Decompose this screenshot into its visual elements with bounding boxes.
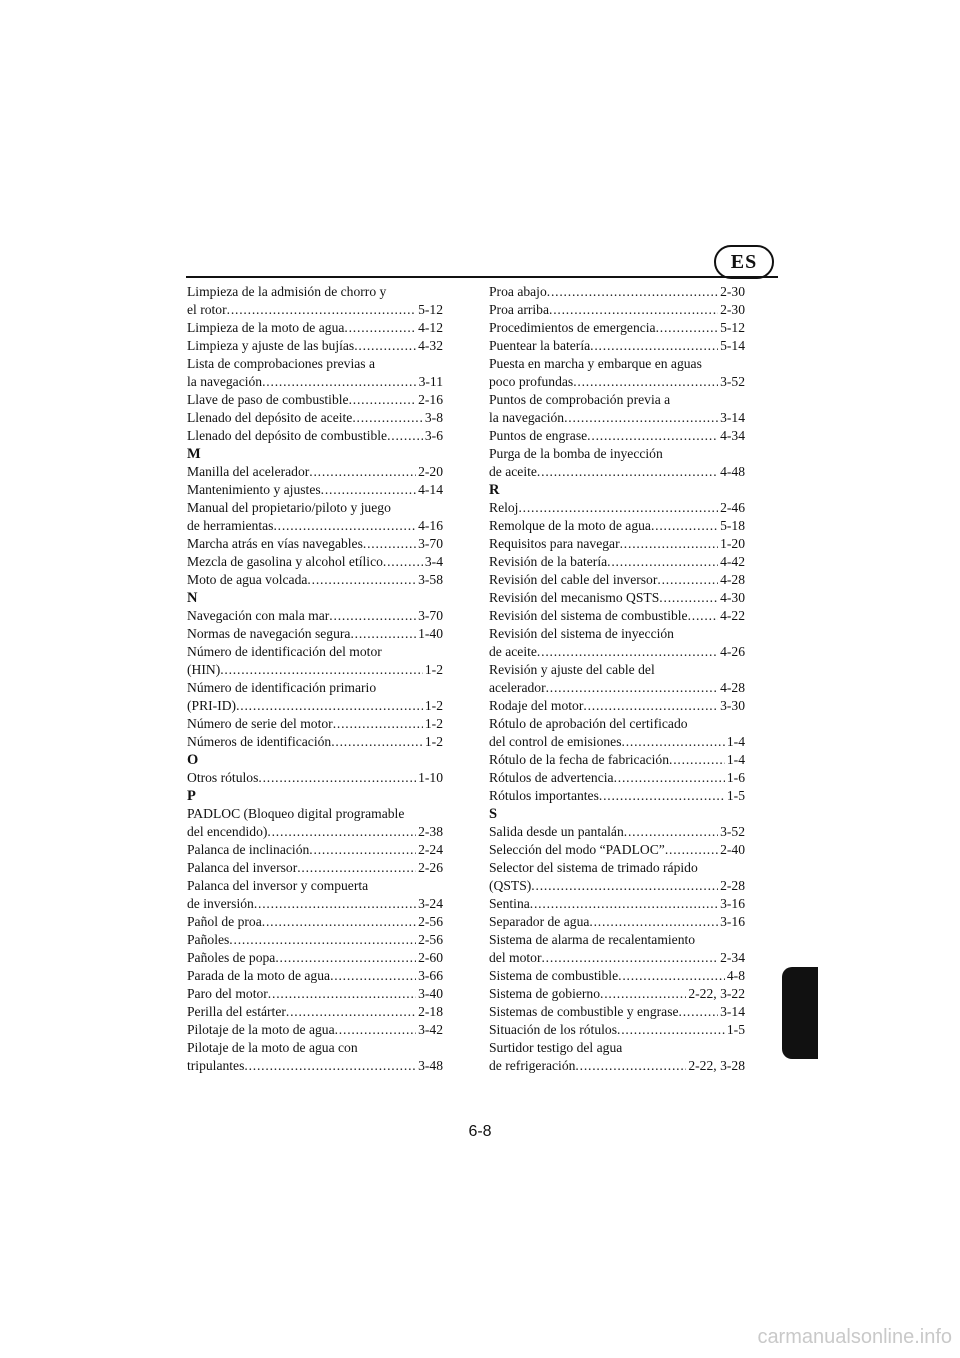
dot-leader [227, 301, 416, 319]
dot-leader [688, 607, 718, 625]
index-entry [489, 463, 745, 481]
index-entry-page: 1-2 [424, 698, 443, 713]
index-entry [187, 1057, 443, 1075]
index-entry-text: de inversión [187, 896, 254, 911]
dot-leader [620, 535, 718, 553]
index-entry-page: 1-4 [726, 752, 745, 767]
index-entry-line: Purga de la bomba de inyección [489, 446, 663, 461]
index-entry-page: 2-56 [418, 914, 443, 929]
index-entry-line: Manual del propietario/piloto y juego [187, 500, 391, 515]
dot-leader [275, 949, 416, 967]
index-entry-line: Revisión y ajuste del cable del [489, 662, 655, 677]
index-entry-line: Surtidor testigo del agua [489, 1040, 623, 1055]
index-entry-text: Situación de los rótulos [489, 1022, 617, 1037]
index-entry-page: 2-18 [418, 1004, 443, 1019]
index-entry-page: 3-40 [418, 986, 443, 1001]
index-entry-text: Parada de la moto de agua [187, 968, 331, 983]
index-entry-line: Selector del sistema de trimado rápido [489, 860, 698, 875]
dot-leader [331, 733, 423, 751]
index-entry [489, 319, 745, 337]
index-entry [187, 607, 443, 625]
header-rule [186, 276, 778, 278]
index-entry-page: 2-60 [418, 950, 443, 965]
index-entry [489, 499, 745, 517]
index-entry [489, 571, 745, 589]
index-entry-page: 3-14 [720, 1004, 745, 1019]
index-entry-text: Limpieza de la moto de agua [187, 320, 345, 335]
index-entry-text: Palanca de inclinación [187, 842, 310, 857]
language-badge: ES [714, 245, 774, 279]
dot-leader [587, 427, 718, 445]
index-entry-page: 5-12 [418, 302, 443, 317]
index-entry-page: 3-16 [720, 914, 745, 929]
dot-leader [330, 967, 416, 985]
index-entry [489, 373, 745, 391]
index-entry-page: 4-22 [720, 608, 745, 623]
index-entry [187, 715, 443, 733]
index-entry-page: 4-16 [418, 518, 443, 533]
index-entry-text: de herramientas [187, 518, 274, 533]
index-entry-page: 3-11 [418, 374, 443, 389]
index-entry [187, 1003, 443, 1021]
index-entry-line: Limpieza de la admisión de chorro y [187, 284, 387, 299]
index-entry-page: 3-52 [720, 824, 745, 839]
dot-leader [335, 1021, 416, 1039]
index-entry [187, 463, 443, 481]
index-entry-text: Normas de navegación segura [187, 626, 351, 641]
index-entry-page: 3-24 [418, 896, 443, 911]
dot-leader [333, 715, 423, 733]
chapter-tab [782, 967, 818, 1059]
dot-leader [350, 625, 416, 643]
dot-leader [679, 1003, 719, 1021]
index-entry [187, 517, 443, 535]
dot-leader [220, 661, 423, 679]
dot-leader [547, 283, 718, 301]
dot-leader [590, 337, 718, 355]
index-entry-text: Navegación con mala mar [187, 608, 330, 623]
index-entry [489, 787, 745, 805]
index-entry-text: Salida desde un pantalán [489, 824, 624, 839]
index-entry-text: (PRI-ID) [187, 698, 237, 713]
dot-leader [363, 535, 416, 553]
index-entry-text: Sistemas de combustible y engrase [489, 1004, 679, 1019]
index-entry [187, 913, 443, 931]
index-entry-text: Números de identificación [187, 734, 332, 749]
index-entry [489, 895, 745, 913]
index-entry-page: 4-14 [418, 482, 443, 497]
index-entry-page: 3-4 [424, 554, 443, 569]
index-entry-text: Requisitos para navegar [489, 536, 620, 551]
index-entry-text: de aceite [489, 644, 537, 659]
index-entry [187, 895, 443, 913]
index-entry [187, 823, 443, 841]
index-entry-page: 5-18 [720, 518, 745, 533]
dot-leader [657, 571, 718, 589]
index-entry-page: 5-14 [720, 338, 745, 353]
index-entry-page: 5-12 [720, 320, 745, 335]
index-entry-page: 3-8 [424, 410, 443, 425]
index-entry-text: Rodaje del motor [489, 698, 584, 713]
dot-leader [546, 679, 718, 697]
index-entry [187, 553, 443, 571]
index-entry-text: Remolque de la moto de agua [489, 518, 651, 533]
dot-leader [624, 823, 718, 841]
index-entry-page: 2-28 [720, 878, 745, 893]
index-entry-text: Revisión de la batería [489, 554, 608, 569]
dot-leader [659, 589, 718, 607]
index-entry-page: 3-30 [720, 698, 745, 713]
dot-leader [387, 427, 423, 445]
dot-leader [258, 769, 416, 787]
index-entry [187, 661, 443, 679]
index-entry-page: 2-20 [418, 464, 443, 479]
index-entry-line: PADLOC (Bloqueo digital programable [187, 806, 405, 821]
index-section-letter: S [489, 806, 498, 822]
dot-leader [236, 697, 423, 715]
index-entry-page: 2-26 [418, 860, 443, 875]
index-entry-page: 4-34 [720, 428, 745, 443]
index-entry [489, 427, 745, 445]
index-entry-page: 3-52 [720, 374, 745, 389]
index-column-left [187, 283, 443, 1075]
index-entry-page: 1-20 [720, 536, 745, 551]
index-entry-page: 3-16 [720, 896, 745, 911]
index-entry [489, 967, 745, 985]
index-entry-text: Manilla del acelerador [187, 464, 310, 479]
index-entry [489, 841, 745, 859]
index-entry-text: Pañol de proa [187, 914, 262, 929]
index-entry-page: 2-30 [720, 284, 745, 299]
index-entry-text: (QSTS) [489, 878, 532, 893]
index-entry-text: Marcha atrás en vías navegables [187, 536, 363, 551]
index-entry-line: Pilotaje de la moto de agua con [187, 1040, 358, 1055]
index-entry-line: Lista de comprobaciones previas a [187, 356, 375, 371]
index-entry-text: Llave de paso de combustible [187, 392, 349, 407]
index-entry-text: Proa abajo [489, 284, 547, 299]
dot-leader [617, 1021, 725, 1039]
dot-leader [307, 571, 416, 589]
dot-leader [583, 697, 718, 715]
watermark: carmanualsonline.info [757, 1326, 952, 1348]
index-entry-page: 2-22, 3-28 [688, 1058, 745, 1073]
index-entry [489, 301, 745, 319]
index-entry [187, 931, 443, 949]
index-entry [187, 373, 443, 391]
index-entry-text: del encendido) [187, 824, 268, 839]
index-entry-text: Revisión del mecanismo QSTS [489, 590, 660, 605]
index-entry-text: Otros rótulos [187, 770, 259, 785]
index-entry-page: 4-32 [418, 338, 443, 353]
index-entry [187, 859, 443, 877]
index-entry-page: 2-34 [720, 950, 745, 965]
dot-leader [329, 607, 416, 625]
dot-leader [665, 841, 718, 859]
index-entry-text: del motor [489, 950, 542, 965]
index-entry-page: 1-40 [418, 626, 443, 641]
index-entry-page: 3-58 [418, 572, 443, 587]
dot-leader [573, 373, 718, 391]
index-entry-text: Sentina [489, 896, 530, 911]
index-entry-page: 2-24 [418, 842, 443, 857]
index-entry-text: Reloj [489, 500, 519, 515]
index-entry-text: Sistema de combustible [489, 968, 619, 983]
dot-leader [541, 949, 718, 967]
index-entry [489, 643, 745, 661]
dot-leader [537, 643, 718, 661]
index-entry-page: 4-28 [720, 680, 745, 695]
index-entry-text: Puentear la batería [489, 338, 591, 353]
index-entry [187, 301, 443, 319]
index-entry [489, 733, 745, 751]
dot-leader [589, 913, 718, 931]
dot-leader [354, 337, 416, 355]
index-entry-line: Número de identificación del motor [187, 644, 382, 659]
index-entry-page: 2-16 [418, 392, 443, 407]
index-entry-page: 1-2 [424, 716, 443, 731]
index-entry-page: 4-28 [720, 572, 745, 587]
index-entry [187, 1021, 443, 1039]
index-entry-page: 2-38 [418, 824, 443, 839]
index-entry-page: 4-42 [720, 554, 745, 569]
dot-leader [344, 319, 416, 337]
index-entry-page: 4-26 [720, 644, 745, 659]
index-entry-text: Pañoles [187, 932, 230, 947]
index-entry [187, 733, 443, 751]
dot-leader [599, 787, 725, 805]
index-entry-text: poco profundas [489, 374, 574, 389]
index-entry-text: Revisión del sistema de combustible [489, 608, 688, 623]
dot-leader [229, 931, 416, 949]
index-entry [489, 769, 745, 787]
index-entry-line: Puesta en marcha y embarque en aguas [489, 356, 702, 371]
dot-leader [309, 841, 416, 859]
index-entry [489, 949, 745, 967]
index-entry [489, 877, 745, 895]
index-entry-line: Sistema de alarma de recalentamiento [489, 932, 696, 947]
index-entry [187, 535, 443, 553]
dot-leader [614, 769, 725, 787]
index-entry [187, 427, 443, 445]
index-entry [489, 1003, 745, 1021]
dot-leader [268, 985, 416, 1003]
index-entry [489, 913, 745, 931]
dot-leader [618, 967, 725, 985]
index-entry [489, 535, 745, 553]
index-entry-page: 3-14 [720, 410, 745, 425]
index-entry [187, 697, 443, 715]
index-entry-page: 3-70 [418, 608, 443, 623]
index-entry [187, 409, 443, 427]
index-entry [187, 481, 443, 499]
index-entry-text: la navegación [489, 410, 565, 425]
index-column-right [489, 283, 745, 1075]
index-entry [489, 823, 745, 841]
dot-leader [600, 985, 686, 1003]
dot-leader [518, 499, 718, 517]
index-entry-page: 3-48 [418, 1058, 443, 1073]
index-section-letter: O [187, 752, 199, 768]
index-entry-text: la navegación [187, 374, 263, 389]
index-entry-text: Mantenimiento y ajustes [187, 482, 321, 497]
dot-leader [651, 517, 718, 535]
index-entry-page: 3-42 [418, 1022, 443, 1037]
dot-leader [254, 895, 416, 913]
index-entry-text: el rotor [187, 302, 227, 317]
dot-leader [309, 463, 416, 481]
index-entry-text: Separador de agua [489, 914, 590, 929]
index-entry-text: Limpieza y ajuste de las bujías [187, 338, 355, 353]
index-section-letter: M [187, 446, 201, 462]
index-entry-page: 2-56 [418, 932, 443, 947]
index-entry-text: Llenado del depósito de combustible [187, 428, 388, 443]
index-entry-text: de refrigeración [489, 1058, 576, 1073]
index-entry [489, 985, 745, 1003]
index-entry-text: Rótulos importantes [489, 788, 599, 803]
index-entry [187, 769, 443, 787]
index-entry [489, 1021, 745, 1039]
index-entry-page: 2-40 [720, 842, 745, 857]
dot-leader [352, 409, 423, 427]
dot-leader [321, 481, 416, 499]
index-entry [187, 985, 443, 1003]
index-entry [489, 697, 745, 715]
index-entry [489, 337, 745, 355]
index-entry-page: 2-30 [720, 302, 745, 317]
index-entry-page: 4-8 [726, 968, 745, 983]
index-entry-page: 3-6 [424, 428, 443, 443]
index-entry-line: Puntos de comprobación previa a [489, 392, 671, 407]
index-entry-text: Puntos de engrase [489, 428, 588, 443]
index-entry [187, 319, 443, 337]
index-entry [489, 607, 745, 625]
index-entry-page: 1-5 [726, 1022, 745, 1037]
index-entry-page: 3-66 [418, 968, 443, 983]
index-entry [187, 967, 443, 985]
index-entry-line: Rótulo de aprobación del certificado [489, 716, 688, 731]
dot-leader [262, 913, 416, 931]
dot-leader [349, 391, 417, 409]
index-entry-text: Pilotaje de la moto de agua [187, 1022, 335, 1037]
index-entry-text: tripulantes [187, 1058, 245, 1073]
index-entry [489, 409, 745, 427]
index-entry-page: 1-10 [418, 770, 443, 785]
index-entry-page: 1-4 [726, 734, 745, 749]
index-entry [187, 391, 443, 409]
index-entry [187, 949, 443, 967]
index-entry-text: Rótulo de la fecha de fabricación [489, 752, 670, 767]
index-section-letter: N [187, 590, 198, 606]
index-entry-page: 3-70 [418, 536, 443, 551]
dot-leader [531, 877, 718, 895]
index-entry-text: (HIN) [187, 662, 221, 677]
index-entry-page: 1-6 [726, 770, 745, 785]
index-entry-text: Perilla del estárter [187, 1004, 286, 1019]
index-entry-text: Rótulos de advertencia [489, 770, 614, 785]
index-entry-text: Paro del motor [187, 986, 268, 1001]
dot-leader [244, 1057, 416, 1075]
index-entry-page: 1-2 [424, 662, 443, 677]
dot-leader [537, 463, 718, 481]
index-entry-page: 4-48 [720, 464, 745, 479]
index-entry-text: Proa arriba [489, 302, 550, 317]
dot-leader [383, 553, 423, 571]
index-entry-text: Procedimientos de emergencia [489, 320, 656, 335]
index-entry-text: Moto de agua volcada [187, 572, 308, 587]
dot-leader [297, 859, 416, 877]
index-entry-text: Pañoles de popa [187, 950, 276, 965]
index-entry-text: acelerador [489, 680, 546, 695]
index-entry-line: Número de identificación primario [187, 680, 377, 695]
index-entry [489, 1057, 745, 1075]
dot-leader [607, 553, 718, 571]
index-entry-text: Revisión del cable del inversor [489, 572, 658, 587]
index-entry [187, 337, 443, 355]
dot-leader [262, 373, 416, 391]
index-entry-page: 1-2 [424, 734, 443, 749]
index-entry-page: 2-22, 3-22 [688, 986, 745, 1001]
index-entry-text: Llenado del depósito de aceite [187, 410, 353, 425]
index-section-letter: P [187, 788, 196, 804]
index-entry [489, 679, 745, 697]
index-entry [489, 517, 745, 535]
dot-leader [575, 1057, 686, 1075]
index-entry [489, 553, 745, 571]
index-entry [187, 625, 443, 643]
index-entry-text: del control de emisiones [489, 734, 622, 749]
dot-leader [564, 409, 718, 427]
dot-leader [286, 1003, 416, 1021]
index-entry-text: Sistema de gobierno [489, 986, 600, 1001]
index-entry-text: Palanca del inversor [187, 860, 298, 875]
index-entry-line: Revisión del sistema de inyección [489, 626, 674, 641]
page-number: 6-8 [468, 1123, 492, 1140]
index-entry [489, 751, 745, 769]
dot-leader [669, 751, 725, 769]
dot-leader [549, 301, 718, 319]
index-entry [489, 283, 745, 301]
index-entry-text: Mezcla de gasolina y alcohol etílico [187, 554, 383, 569]
index-entry-page: 2-46 [720, 500, 745, 515]
dot-leader [267, 823, 416, 841]
dot-leader [530, 895, 718, 913]
dot-leader [273, 517, 416, 535]
index-entry-page: 4-30 [720, 590, 745, 605]
index-entry-line: Palanca del inversor y compuerta [187, 878, 369, 893]
dot-leader [622, 733, 725, 751]
index-section-letter: R [489, 482, 500, 498]
index-entry-text: Selección del modo “PADLOC” [489, 842, 665, 857]
index-entry-page: 1-5 [726, 788, 745, 803]
index-entry-text: de aceite [489, 464, 537, 479]
index-entry-text: Número de serie del motor [187, 716, 333, 731]
index-entry [187, 841, 443, 859]
index-entry [489, 589, 745, 607]
index-entry-page: 4-12 [418, 320, 443, 335]
dot-leader [656, 319, 718, 337]
index-entry [187, 571, 443, 589]
